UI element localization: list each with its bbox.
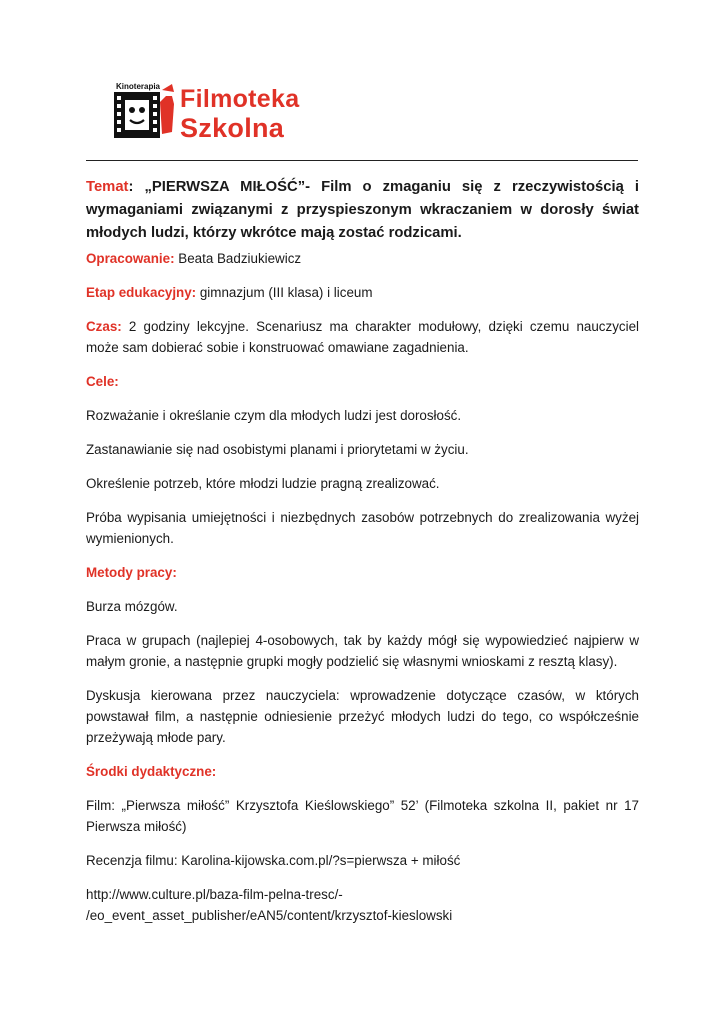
- goal-item: Zastanawianie się nad osobistymi planami i priorytetami w życiu.: [86, 442, 469, 457]
- resources-heading: Środki dydaktyczne:: [86, 764, 217, 779]
- logo-line2: Szkolna: [180, 113, 285, 143]
- topic: [86, 176, 639, 245]
- header-divider: [86, 160, 638, 161]
- author-line: [86, 248, 639, 269]
- goal-item: Rozważanie i określanie czym dla młodych ludzi jest dorosłość.: [86, 408, 462, 423]
- time-label: Czas:: [86, 319, 122, 334]
- goals-heading: Cele:: [86, 374, 119, 389]
- topic-label: Temat: [86, 179, 129, 195]
- method-item: Dyskusja kierowana przez nauczyciela: wprowadzenie dotyczące czasów, w których powstawał film, a następnie odniesienie przeżyć młodych ludzi do tego, co współcześnie przeżywają młode pary.: [86, 688, 639, 745]
- goal-item: Określenie potrzeb, które młodzi ludzie pragną zrealizować.: [86, 476, 440, 491]
- resource-item: Film: „Pierwsza miłość” Krzysztofa Kieślowskiego” 52’ (Filmoteka szkolna II, pakiet nr 17 Pierwsza miłość): [86, 798, 639, 834]
- stage-label: Etap edukacyjny:: [86, 285, 197, 300]
- methods-heading: Metody pracy:: [86, 565, 177, 580]
- topic-colon: :: [128, 179, 134, 195]
- resource-url-line2: /eo_event_asset_publisher/eAN5/content/krzysztof-kieslowski: [86, 908, 453, 923]
- method-item: Burza mózgów.: [86, 599, 178, 614]
- goal-item: Próba wypisania umiejętności i niezbędnych zasobów potrzebnych do zrealizowania wyżej wymienionych.: [86, 510, 639, 546]
- resource-url-line1: http://www.culture.pl/baza-film-pelna-tresc/-: [86, 887, 343, 902]
- stage-value: gimnazjum (III klasa) i liceum: [196, 285, 373, 300]
- time-line: [86, 316, 639, 358]
- document-body: [86, 176, 639, 926]
- time-value: 2 godziny lekcyjne. Scenariusz ma charakter modułowy, dzięki czemu nauczyciel może sam dobierać sobie i konstruować omawiane zagadnienia.: [86, 319, 639, 355]
- resource-item: Recenzja filmu: Karolina-kijowska.com.pl/?s=pierwsza + miłość: [86, 853, 461, 868]
- stage-line: [86, 282, 639, 303]
- resource-url: [86, 884, 639, 926]
- topic-text: „PIERWSZA MIŁOŚĆ”- Film o zmaganiu się z rzeczywistością i wymaganiami związanymi z przyspieszonym wkraczaniem w dorosły świat młodych ludzi, którzy wkrótce mają zostać rodzicami.: [86, 179, 639, 241]
- author-value: Beata Badziukiewicz: [174, 251, 302, 266]
- filmoteka-szkolna-logo: [112, 82, 317, 144]
- logo-line1: Filmoteka: [180, 85, 300, 113]
- logo-small-text: Kinoterapia: [116, 82, 161, 91]
- author-label: Opracowanie:: [86, 251, 175, 266]
- method-item: Praca w grupach (najlepiej 4-osobowych, tak by każdy mógł się wypowiedzieć najpierw w małym gronie, a następnie grupki mogły podzielić się własnymi wnioskami z resztą klasy).: [86, 633, 639, 669]
